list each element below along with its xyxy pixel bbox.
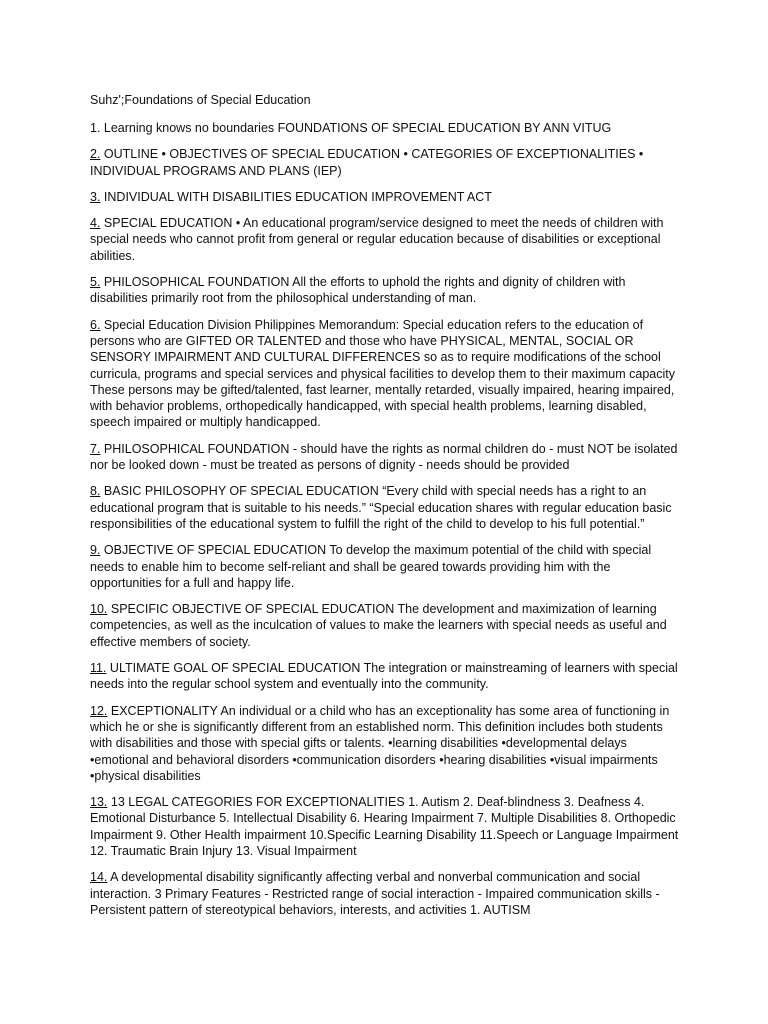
item-text: PHILOSOPHICAL FOUNDATION - should have the rights as normal children do - must NOT be isolated nor be looked down - must be treated as persons of dignity - needs should be provided <box>90 441 678 473</box>
slide-item-3 <box>90 189 680 205</box>
slide-item-6 <box>90 317 680 431</box>
document-title: Suhz';Foundations of Special Education <box>90 93 311 107</box>
item-number: 7. <box>90 441 101 456</box>
slide-item-13 <box>90 794 680 859</box>
item-number: 4. <box>90 216 101 231</box>
slide-item-9 <box>90 542 680 591</box>
item-text: ULTIMATE GOAL OF SPECIAL EDUCATION The integration or mainstreaming of learners with special needs into the regular school system and eventually into the community. <box>90 661 678 692</box>
item-text: 1. Learning knows no boundaries FOUNDATIONS OF SPECIAL EDUCATION BY ANN VITUG <box>90 121 612 135</box>
item-text: Special Education Division Philippines Memorandum: Special education refers to the education of persons who are GIFTED OR TALENTED and those who have PHYSICAL, MENTAL, SOCIAL OR SENSORY IMPAIRMENT AND CULTURAL DIFFERENCES so as to require modifications of the school curricula, programs and special services and physical facilities to develop them to their maximum capacity These persons may be gifted/talented, fast learner, mentally retarded, visually impaired, hearing impaired, with behavior problems, orthopedically handicapped, with special health problems, learning disabled, speech impaired or multiply handicapped. <box>90 317 675 430</box>
item-number: 6. <box>90 317 101 332</box>
slide-item-7 <box>90 441 680 474</box>
slide-item-10 <box>90 601 680 650</box>
item-text: A developmental disability significantly affecting verbal and nonverbal communication and social interaction. 3 Primary Features - Restricted range of social interaction - Impaired communication skills - Persistent pattern of stereotypical behaviors, interests, and activities 1. AUTISM <box>90 870 660 917</box>
item-text: PHILOSOPHICAL FOUNDATION All the efforts to uphold the rights and dignity of children with disabilities primarily root from the philosophical understanding of man. <box>90 275 626 306</box>
slide-item-2 <box>90 146 680 179</box>
item-text: OUTLINE • OBJECTIVES OF SPECIAL EDUCATION • CATEGORIES OF EXCEPTIONALITIES • INDIVIDUAL PROGRAMS AND PLANS (IEP) <box>90 147 644 178</box>
item-number: 3. <box>90 189 101 204</box>
item-text: OBJECTIVE OF SPECIAL EDUCATION To develop the maximum potential of the child with special needs to enable him to become self-reliant and shall be geared towards providing him with the opportunities for a full and happy life. <box>90 543 652 590</box>
slide-item-8 <box>90 483 680 532</box>
item-text: BASIC PHILOSOPHY OF SPECIAL EDUCATION “Every child with special needs has a right to an educational program that is suitable to his needs.” “Special education shares with regular education basic responsibilities of the educational system to fulfill the right of the child to develop to his full potential.” <box>90 484 672 531</box>
item-number: 12. <box>90 703 108 718</box>
item-number: 13. <box>90 795 108 810</box>
item-number: 5. <box>90 275 101 290</box>
item-text: SPECIFIC OBJECTIVE OF SPECIAL EDUCATION The development and maximization of learning competencies, as well as the inculcation of values to make the learners with special needs as useful and effective members of society. <box>90 602 667 649</box>
item-text: EXCEPTIONALITY An individual or a child who has an exceptionality has some area of functioning in which he or she is significantly different from an established norm. This definition includes both students with disabilities and those with special gifts or talents. •learning disabilities •developmental delays •emotional and behavioral disorders •communication disorders •hearing disabilities •visual impairments •physical disabilities <box>90 703 670 783</box>
item-number: 11. <box>90 661 107 676</box>
item-number: 8. <box>90 484 101 499</box>
slide-item-1 <box>90 120 680 136</box>
slide-item-4 <box>90 215 680 264</box>
slide-item-11 <box>90 660 680 693</box>
slide-item-5 <box>90 274 680 307</box>
item-text: 13 LEGAL CATEGORIES FOR EXCEPTIONALITIES 1. Autism 2. Deaf-blindness 3. Deafness 4. Emotional Disturbance 5. Intellectual Disability 6. Hearing Impairment 7. Multiple Disabilities 8. Orthopedic Impairment 9. Other Health impairment 10.Specific Learning Disability 11.Speech or Language Impairment 12. Traumatic Brain Injury 13. Visual Impairment <box>90 795 679 858</box>
item-text: INDIVIDUAL WITH DISABILITIES EDUCATION IMPROVEMENT ACT <box>100 189 492 204</box>
document-page <box>90 92 680 928</box>
item-number: 2. <box>90 147 101 162</box>
slide-item-14 <box>90 869 680 918</box>
slide-item-12 <box>90 703 680 784</box>
item-text: SPECIAL EDUCATION • An educational program/service designed to meet the needs of children with special needs who cannot profit from general or regular education because of disabilities or exceptional abilities. <box>90 216 664 263</box>
item-number: 14. <box>90 870 108 885</box>
item-number: 9. <box>90 543 101 558</box>
item-number: 10. <box>90 602 108 617</box>
